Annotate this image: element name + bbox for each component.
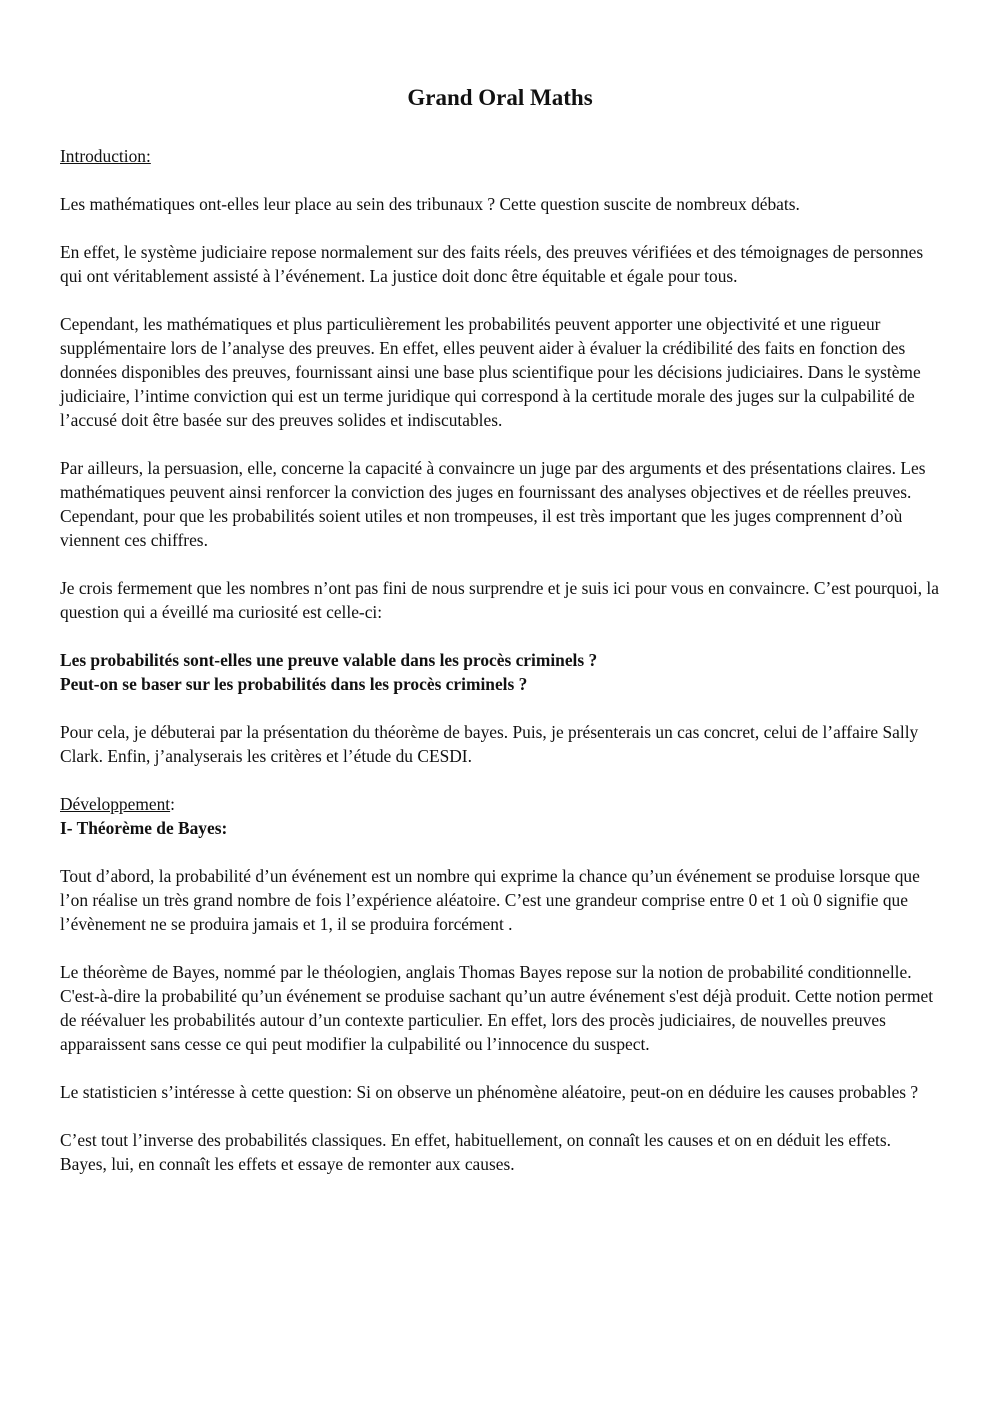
problem-statement (60, 648, 940, 696)
development-block (60, 792, 940, 840)
intro-paragraph-2: En effet, le système judiciaire repose normalement sur des faits réels, des preuves vérifiées et des témoignages de personnes qui ont véritablement assisté à l’événement. La justice doit donc être équitable et égale pour tous. (60, 242, 924, 286)
intro-heading-line (60, 144, 940, 168)
intro-paragraph-4: Par ailleurs, la persuasion, elle, concerne la capacité à convaincre un juge par des arguments et des présentations claires. Les mathématiques peuvent ainsi renforcer la conviction des juges en fournissant des analyses objectives et de réelles preuves. Cependant, pour que les probabilités soient utiles et non trompeuses, il est très important que les juges comprennent d’où viennent ces chiffres. (60, 458, 926, 550)
document-page (60, 84, 940, 1200)
intro-paragraph-1: Les mathématiques ont-elles leur place au sein des tribunaux ? Cette question suscite de nombreux débats. (60, 194, 800, 214)
development-heading: Développement (60, 794, 171, 814)
development-heading-colon: : (170, 794, 175, 814)
question-line-2: Peut-on se baser sur les probabilités dans les procès criminels ? (60, 674, 528, 694)
section-1-paragraph-3: Le statisticien s’intéresse à cette question: Si on observe un phénomène aléatoire, peut-on en déduire les causes probables ? (60, 1082, 919, 1102)
development-heading-line (60, 792, 940, 816)
intro-heading: Introduction: (60, 146, 151, 166)
plan-paragraph: Pour cela, je débuterai par la présentation du théorème de bayes. Puis, je présenterais un cas concret, celui de l’affaire Sally Clark. Enfin, j’analyserais les critères et l’étude du CESDI. (60, 722, 919, 766)
section-1-paragraph-1: Tout d’abord, la probabilité d’un événement est un nombre qui exprime la chance qu’un événement se produise lorsque que l’on réalise un très grand nombre de fois l’expérience aléatoire. C’est une grandeur comprise entre 0 et 1 où 0 signifie que l’évènement ne se produira jamais et 1, il se produira forcément . (60, 866, 920, 934)
intro-paragraph-5: Je crois fermement que les nombres n’ont pas fini de nous surprendre et je suis ici pour vous en convaincre. C’est pourquoi, la question qui a éveillé ma curiosité est celle-ci: (60, 578, 939, 622)
section-1-paragraph-4: C’est tout l’inverse des probabilités classiques. En effet, habituellement, on connaît les causes et on en déduit les effets. Bayes, lui, en connaît les effets et essaye de remonter aux causes. (60, 1130, 891, 1174)
intro-paragraph-3: Cependant, les mathématiques et plus particulièrement les probabilités peuvent apporter une objectivité et une rigueur supplémentaire lors de l’analyse des preuves. En effet, elles peuvent aider à évaluer la crédibilité des faits en fonction des données disponibles des preuves, fournissant ainsi une base plus scientifique pour les décisions judiciaires. Dans le système judiciaire, l’intime conviction qui est un terme juridique qui correspond à la certitude morale des juges sur la culpabilité de l’accusé doit être basée sur des preuves solides et indiscutables. (60, 314, 921, 430)
section-1-paragraph-2: Le théorème de Bayes, nommé par le théologien, anglais Thomas Bayes repose sur la notion de probabilité conditionnelle. C'est-à-dire la probabilité qu’un événement se produise sachant qu’un autre événement s'est déjà produit. Cette notion permet de réévaluer les probabilités autour d’un contexte particulier. En effet, lors des procès judiciaires, de nouvelles preuves apparaissent sans cesse ce qui peut modifier la culpabilité ou l’innocence du suspect. (60, 962, 934, 1054)
section-1-heading: I- Théorème de Bayes: (60, 818, 228, 838)
document-title: Grand Oral Maths (407, 85, 593, 110)
question-line-1: Les probabilités sont-elles une preuve valable dans les procès criminels ? (60, 650, 598, 670)
